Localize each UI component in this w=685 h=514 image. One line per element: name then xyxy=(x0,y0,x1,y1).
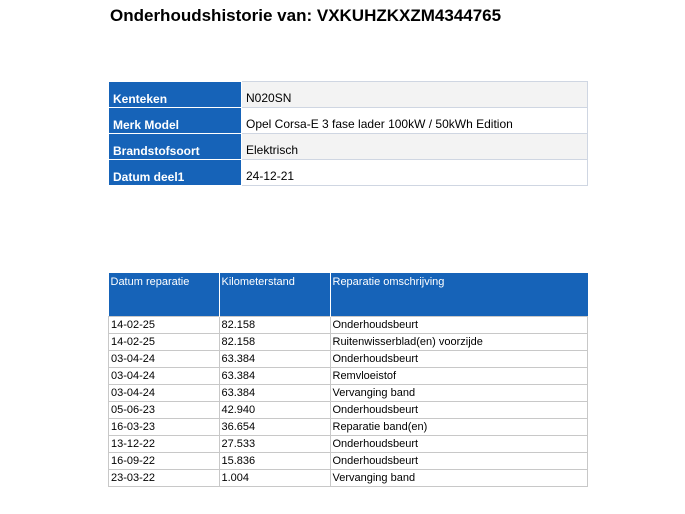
vehicle-info-table xyxy=(108,81,588,186)
vehicle-label: Datum deel1 xyxy=(109,160,242,186)
column-header-description: Reparatie omschrijving xyxy=(330,273,588,317)
table-row xyxy=(109,402,588,419)
vehicle-value: Elektrisch xyxy=(242,134,588,160)
table-row xyxy=(109,334,588,351)
cell-description: Remvloeistof xyxy=(330,368,588,385)
column-header-mileage: Kilometerstand xyxy=(219,273,330,317)
cell-date: 05-06-23 xyxy=(109,402,220,419)
cell-description: Onderhoudsbeurt xyxy=(330,436,588,453)
cell-mileage: 63.384 xyxy=(219,385,330,402)
table-row xyxy=(109,470,588,487)
cell-description: Reparatie band(en) xyxy=(330,419,588,436)
cell-date: 23-03-22 xyxy=(109,470,220,487)
table-row xyxy=(109,419,588,436)
cell-description: Onderhoudsbeurt xyxy=(330,351,588,368)
cell-date: 13-12-22 xyxy=(109,436,220,453)
cell-mileage: 36.654 xyxy=(219,419,330,436)
cell-mileage: 63.384 xyxy=(219,351,330,368)
table-row xyxy=(109,385,588,402)
column-header-date: Datum reparatie xyxy=(109,273,220,317)
cell-description: Onderhoudsbeurt xyxy=(330,317,588,334)
table-row xyxy=(109,351,588,368)
cell-mileage: 82.158 xyxy=(219,334,330,351)
cell-mileage: 15.836 xyxy=(219,453,330,470)
cell-date: 14-02-25 xyxy=(109,334,220,351)
vehicle-row-brandstofsoort xyxy=(109,134,588,160)
cell-date: 03-04-24 xyxy=(109,351,220,368)
cell-mileage: 42.940 xyxy=(219,402,330,419)
repair-history-table xyxy=(108,273,588,487)
cell-description: Onderhoudsbeurt xyxy=(330,402,588,419)
cell-description: Ruitenwisserblad(en) voorzijde xyxy=(330,334,588,351)
cell-mileage: 1.004 xyxy=(219,470,330,487)
vehicle-label: Kenteken xyxy=(109,82,242,108)
table-row xyxy=(109,368,588,385)
vehicle-value: 24-12-21 xyxy=(242,160,588,186)
table-row xyxy=(109,436,588,453)
page-title: Onderhoudshistorie van: VXKUHZKXZM4344765 xyxy=(110,6,502,25)
cell-date: 03-04-24 xyxy=(109,368,220,385)
table-row xyxy=(109,317,588,334)
vehicle-value: N020SN xyxy=(242,82,588,108)
vehicle-label: Merk Model xyxy=(109,108,242,134)
cell-date: 14-02-25 xyxy=(109,317,220,334)
cell-date: 16-09-22 xyxy=(109,453,220,470)
vehicle-row-kenteken xyxy=(109,82,588,108)
vehicle-label: Brandstofsoort xyxy=(109,134,242,160)
cell-description: Vervanging band xyxy=(330,385,588,402)
cell-description: Onderhoudsbeurt xyxy=(330,453,588,470)
vehicle-value: Opel Corsa-E 3 fase lader 100kW / 50kWh Edition xyxy=(242,108,588,134)
table-row xyxy=(109,453,588,470)
cell-mileage: 82.158 xyxy=(219,317,330,334)
cell-description: Vervanging band xyxy=(330,470,588,487)
vehicle-row-merk-model xyxy=(109,108,588,134)
history-header-row xyxy=(109,273,588,317)
vehicle-row-datum-deel1 xyxy=(109,160,588,186)
cell-date: 03-04-24 xyxy=(109,385,220,402)
cell-mileage: 27.533 xyxy=(219,436,330,453)
cell-mileage: 63.384 xyxy=(219,368,330,385)
cell-date: 16-03-23 xyxy=(109,419,220,436)
